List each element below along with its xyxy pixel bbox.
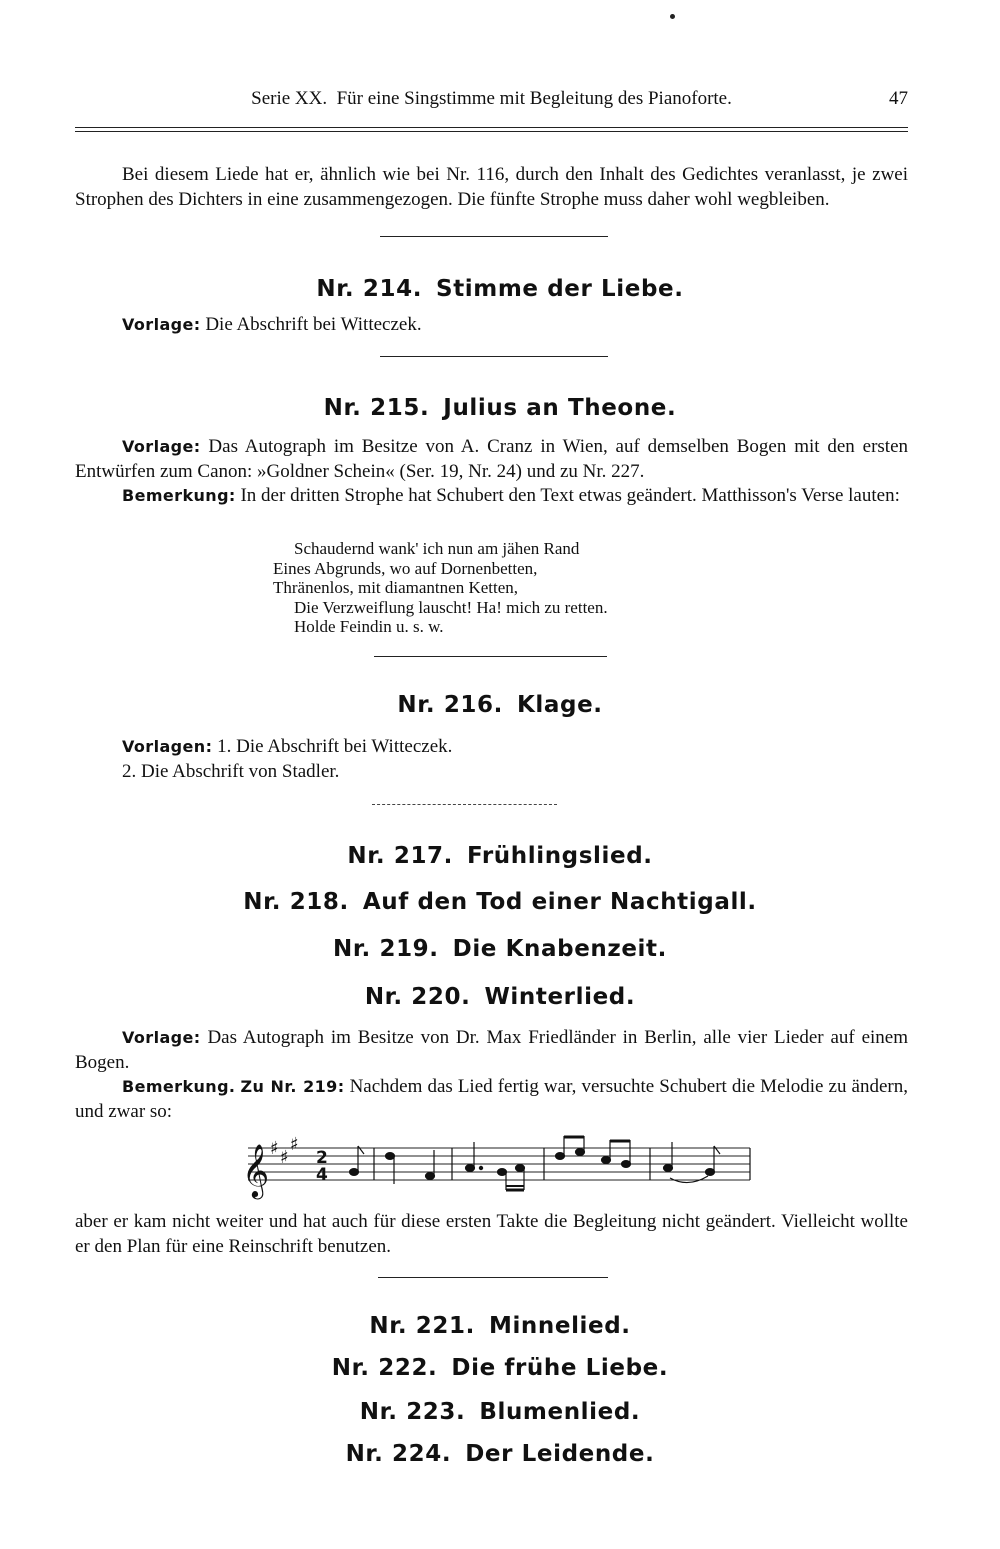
note xyxy=(498,1169,507,1176)
note xyxy=(706,1169,715,1176)
note xyxy=(556,1153,565,1160)
note xyxy=(466,1165,475,1172)
vorlage-214 xyxy=(75,313,908,338)
sharp-icon: ♯ xyxy=(270,1138,279,1159)
vorlagen-item: 2. Die Abschrift von Stadler. xyxy=(122,761,340,782)
section-number: Nr. 223. xyxy=(359,1399,466,1425)
section-name: Blumenlied. xyxy=(479,1399,641,1425)
treble-clef-icon: 𝄞 xyxy=(242,1143,270,1197)
note xyxy=(576,1149,585,1156)
section-divider xyxy=(380,236,608,237)
section-number: Nr. 222. xyxy=(331,1355,438,1381)
verse-line: Schaudernd wank' ich nun am jähen Rand xyxy=(294,539,580,558)
vorlagen-label: Vorlagen: xyxy=(122,737,213,756)
vorlagen-216 xyxy=(75,735,908,760)
section-title-219 xyxy=(0,936,1000,962)
time-signature-top: 2 xyxy=(316,1148,328,1168)
section-name: Stimme der Liebe. xyxy=(436,276,684,302)
section-title-224 xyxy=(0,1441,1000,1467)
section-number: Nr. 220. xyxy=(364,984,471,1010)
vorlage-label: Vorlage: xyxy=(122,315,201,334)
bemerkung-215 xyxy=(75,484,908,509)
section-title-218 xyxy=(0,889,1000,915)
section-name: Frühlingslied. xyxy=(467,843,653,869)
section-number: Nr. 214. xyxy=(316,276,423,302)
bemerkung-ref: Zu Nr. 219: xyxy=(240,1077,345,1096)
section-number: Nr. 221. xyxy=(369,1313,475,1339)
section-title-220 xyxy=(0,984,1000,1010)
note xyxy=(622,1161,631,1168)
running-title: Serie XX. Für eine Singstimme mit Begleitung des Pianoforte. xyxy=(251,88,732,109)
music-excerpt xyxy=(240,1132,760,1202)
note xyxy=(664,1165,673,1172)
vorlage-label: Vorlage: xyxy=(122,1028,201,1047)
section-divider-dashed xyxy=(372,804,557,805)
bemerkung-label: Bemerkung: xyxy=(122,486,236,505)
section-name: Auf den Tod einer Nachtigall. xyxy=(362,889,757,915)
note xyxy=(350,1169,359,1176)
section-name: Klage. xyxy=(516,692,603,718)
time-signature-bottom: 4 xyxy=(316,1165,328,1185)
section-number: Nr. 215. xyxy=(323,395,430,421)
vorlage-label: Vorlage: xyxy=(122,437,201,456)
section-number: Nr. 218. xyxy=(243,889,349,915)
note xyxy=(426,1173,435,1180)
section-title-223 xyxy=(0,1399,1000,1425)
section-title-216 xyxy=(0,692,1000,718)
header-rule-thin xyxy=(75,131,908,132)
header-rule xyxy=(75,127,908,128)
verse-line: Eines Abgrunds, wo auf Dornenbetten, xyxy=(273,558,538,578)
bemerkung-text: In der dritten Strophe hat Schubert den Text etwas geändert. Matthisson's Verse lauten: xyxy=(240,485,900,506)
sharp-icon: ♯ xyxy=(280,1147,289,1168)
bemerkung-label: Bemerkung. xyxy=(122,1077,236,1096)
verse-line: Thränenlos, mit diamantnen Ketten, xyxy=(273,578,519,597)
section-divider xyxy=(374,656,607,657)
section-name: Minnelied. xyxy=(488,1313,631,1339)
section-number: Nr. 219. xyxy=(333,936,439,962)
section-name: Die frühe Liebe. xyxy=(451,1355,669,1381)
section-name: Winterlied. xyxy=(484,984,636,1010)
section-name: Die Knabenzeit. xyxy=(452,936,667,962)
note xyxy=(386,1153,395,1160)
verse-line: Die Verzweiflung lauscht! Ha! mich zu retten. xyxy=(294,597,608,617)
sharp-icon: ♯ xyxy=(290,1134,299,1155)
section-title-217 xyxy=(0,843,1000,869)
vorlagen-216-second xyxy=(75,760,908,785)
section-title-221 xyxy=(0,1313,1000,1339)
ink-speck xyxy=(670,14,675,19)
page-number: 47 xyxy=(889,88,908,109)
after-music-paragraph: aber er kam nicht weiter und hat auch für diese ersten Takte die Begleitung nicht geändert. Vielleicht wollte er den Plan für eine Reinschrift benutzen. xyxy=(75,1211,908,1257)
section-divider xyxy=(378,1277,608,1278)
section-name: Der Leidende. xyxy=(465,1441,655,1467)
intro-paragraph: Bei diesem Liede hat er, ähnlich wie bei Nr. 116, durch den Inhalt des Gedichtes veranlasst, je zwei Strophen des Dichters in eine zusammengezogen. Die fünfte Strophe muss daher wohl wegbleiben. xyxy=(75,164,908,210)
section-number: Nr. 216. xyxy=(397,692,503,718)
note xyxy=(516,1165,525,1172)
tie xyxy=(670,1176,708,1183)
dot xyxy=(479,1166,482,1169)
quoted-verse xyxy=(273,539,608,637)
vorlagen-item: 1. Die Abschrift bei Witteczek. xyxy=(217,736,453,757)
section-number: Nr. 217. xyxy=(347,843,453,869)
section-divider xyxy=(380,356,608,357)
bemerkung-text: Nachdem das Lied fertig war, versuchte Schubert die Melodie zu ändern, und zwar so: xyxy=(75,1076,908,1122)
section-title-222 xyxy=(0,1355,1000,1381)
vorlage-217 xyxy=(75,1026,908,1075)
notes xyxy=(350,1136,751,1190)
bemerkung-217 xyxy=(75,1075,908,1124)
note xyxy=(602,1157,611,1164)
verse-line: Holde Feindin u. s. w. xyxy=(294,617,444,636)
vorlage-215 xyxy=(75,435,908,484)
section-title-214 xyxy=(0,276,1000,302)
vorlage-text: Die Abschrift bei Witteczek. xyxy=(205,314,422,335)
vorlage-text: Das Autograph im Besitze von A. Cranz in Wien, auf demselben Bogen mit den ersten Entwürfen zum Canon: »Goldner Schein« (Ser. 19, Nr. 24) und zu Nr. 227. xyxy=(75,436,909,482)
section-title-215 xyxy=(0,395,1000,421)
section-name: Julius an Theone. xyxy=(443,395,677,421)
section-number: Nr. 224. xyxy=(345,1441,452,1467)
vorlage-text: Das Autograph im Besitze von Dr. Max Friedländer in Berlin, alle vier Lieder auf einem Bogen. xyxy=(75,1027,908,1073)
